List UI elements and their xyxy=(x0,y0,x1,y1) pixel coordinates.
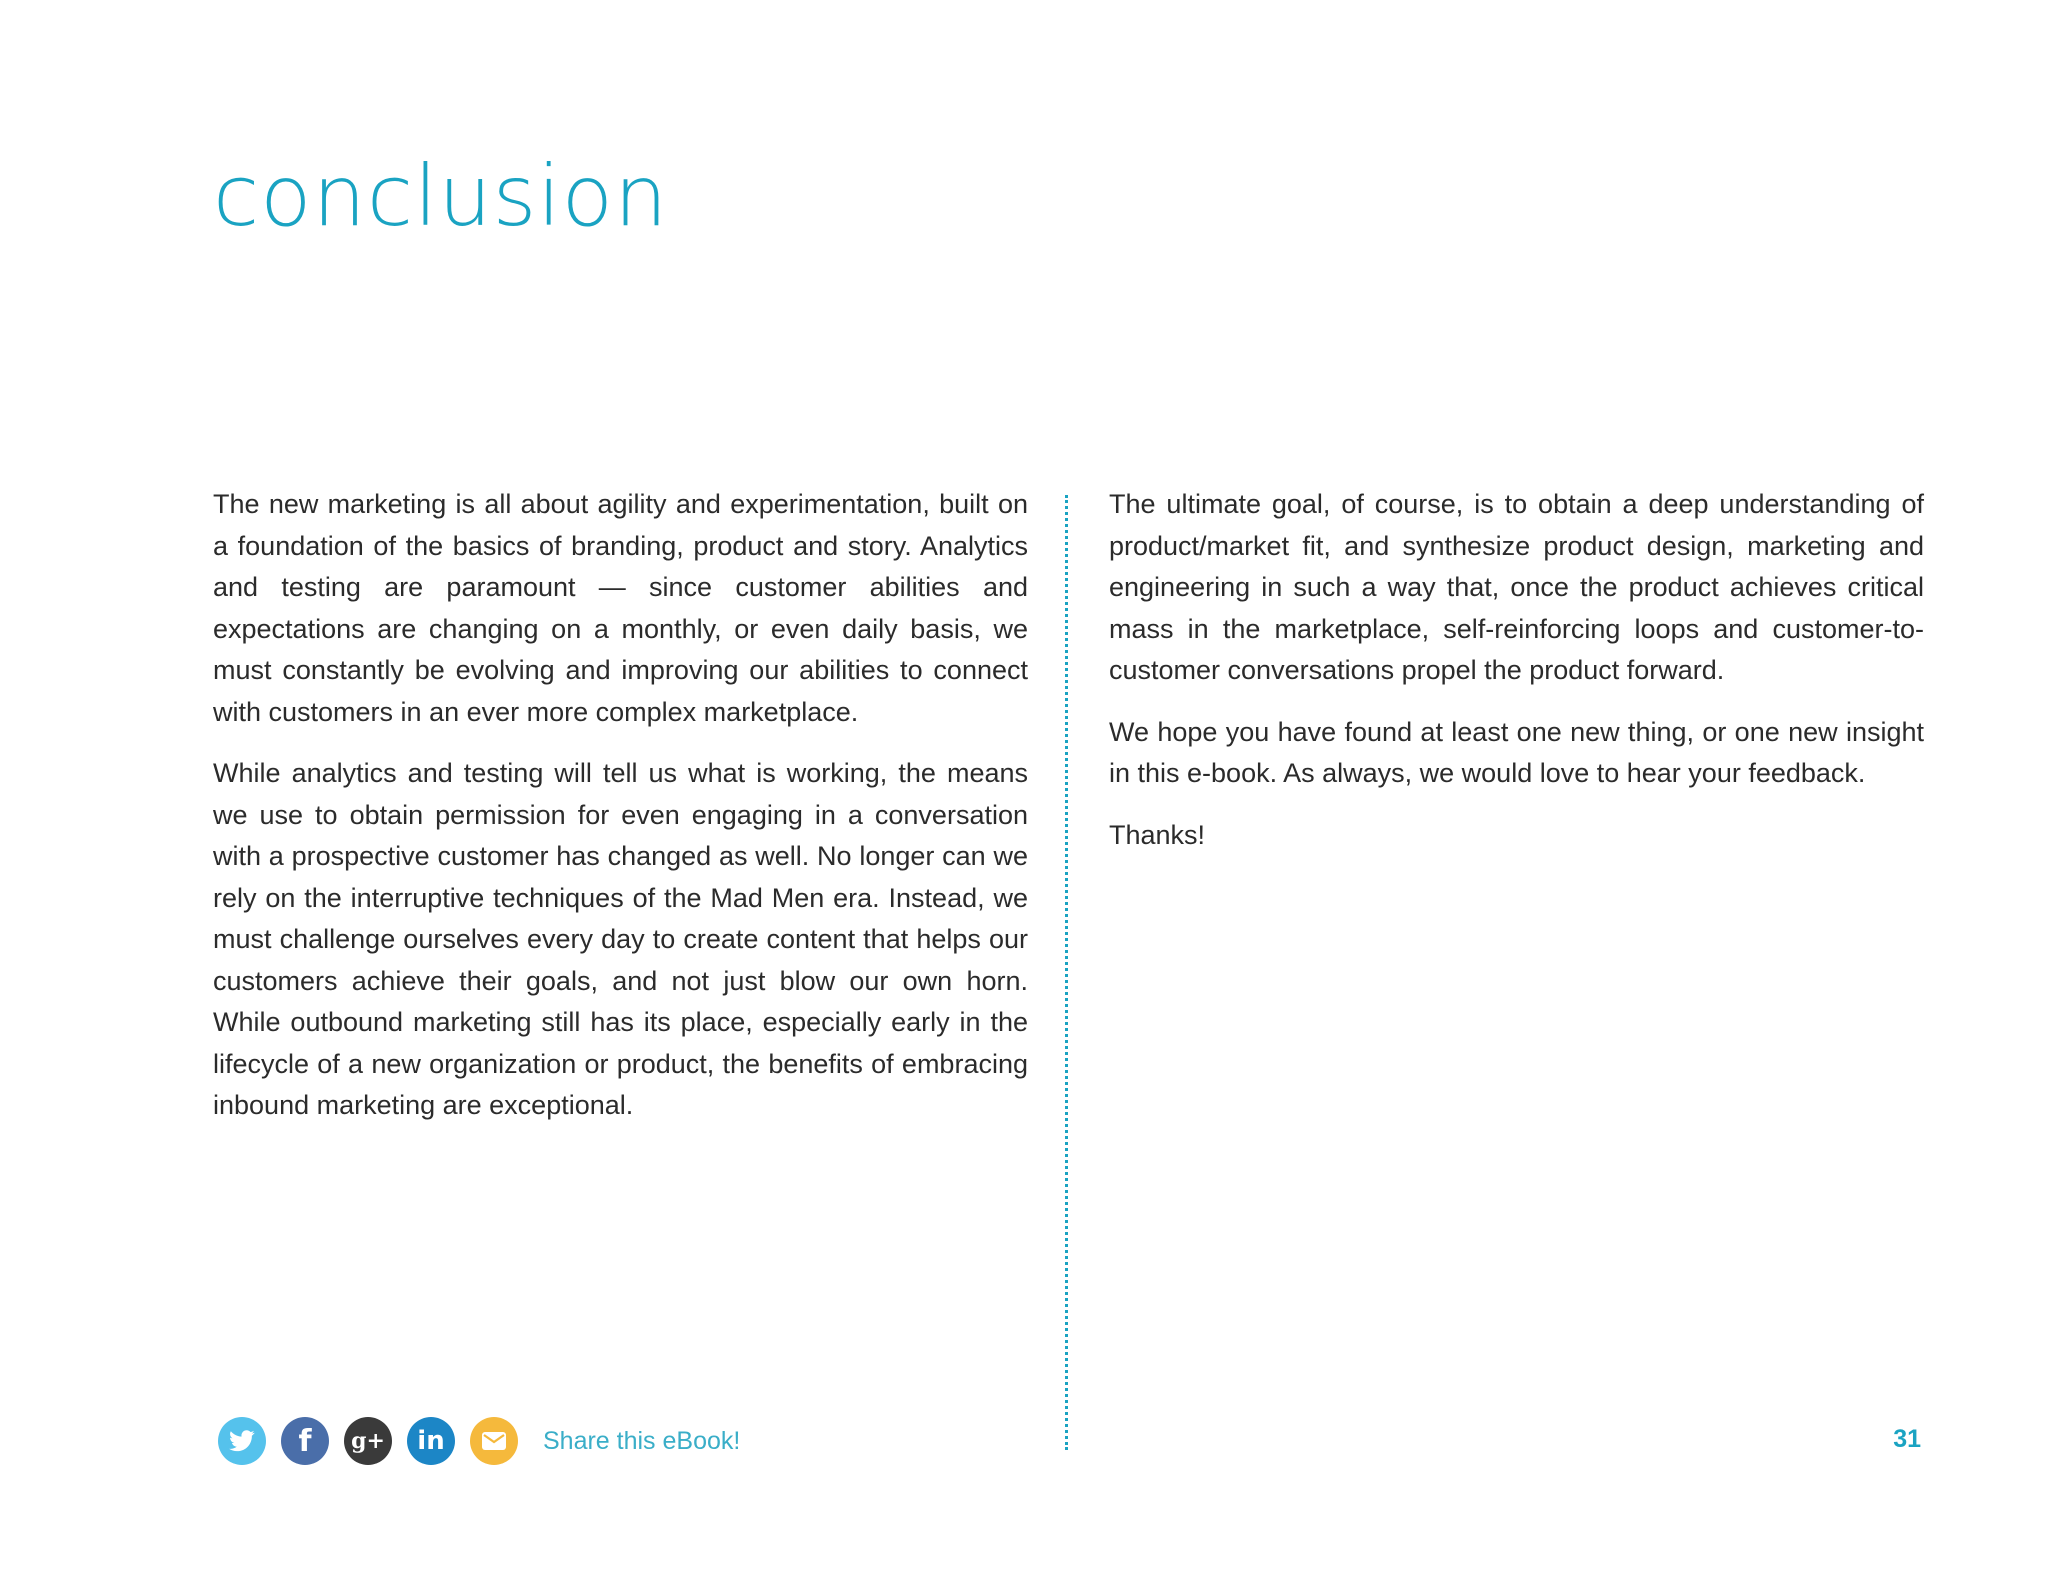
paragraph: We hope you have found at least one new thing, or one new insight in this e-book. As always, we would love to hear your feedback. xyxy=(1109,716,1924,788)
facebook-glyph: f xyxy=(298,1423,312,1459)
share-bar xyxy=(218,1415,740,1467)
twitter-bird-glyph xyxy=(229,1430,255,1452)
google-plus-glyph: g+ xyxy=(351,1428,385,1454)
paragraph: The ultimate goal, of course, is to obtain a deep understanding of product/market fit, and synthesize product design, marketing and engineering in such a way that, once the product achieves critical mass in the marketplace, self-reinforcing loops and customer-to-customer conversations propel the product forward. xyxy=(1109,489,1924,685)
right-column xyxy=(1109,484,1924,876)
linkedin-glyph: in xyxy=(417,1426,445,1456)
share-label[interactable]: Share this eBook! xyxy=(543,1426,741,1455)
paragraph: Thanks! xyxy=(1109,819,1206,850)
page-title: conclusion xyxy=(213,147,669,245)
facebook-icon[interactable] xyxy=(281,1417,329,1465)
linkedin-icon[interactable] xyxy=(407,1417,455,1465)
left-column xyxy=(213,484,1028,1147)
column-divider xyxy=(1065,495,1068,1450)
google-plus-icon[interactable] xyxy=(344,1417,392,1465)
paragraph: While analytics and testing will tell us what is working, the means we use to obtain permission for even engaging in a conversation with a prospective customer has changed as well. No longer can we rely on the interruptive techniques of the Mad Men era. Instead, we must challenge ourselves every day to create content that helps our customers achieve their goals, and not just blow our own horn. While outbound marketing still has its place, especially early in the lifecycle of a new organization or product, the benefits of embracing inbound marketing are exceptional. xyxy=(213,758,1028,1120)
envelope-glyph xyxy=(482,1432,506,1450)
paragraph: The new marketing is all about agility and experimentation, built on a foundation of the basics of branding, product and story. Analytics and testing are paramount — since customer abilities and expectations are changing on a monthly, or even daily basis, we must constantly be evolving and improving our abilities to connect with customers in an ever more complex marketplace. xyxy=(213,489,1028,727)
twitter-icon[interactable] xyxy=(218,1417,266,1465)
email-icon[interactable] xyxy=(470,1417,518,1465)
page-number: 31 xyxy=(1893,1425,1921,1453)
